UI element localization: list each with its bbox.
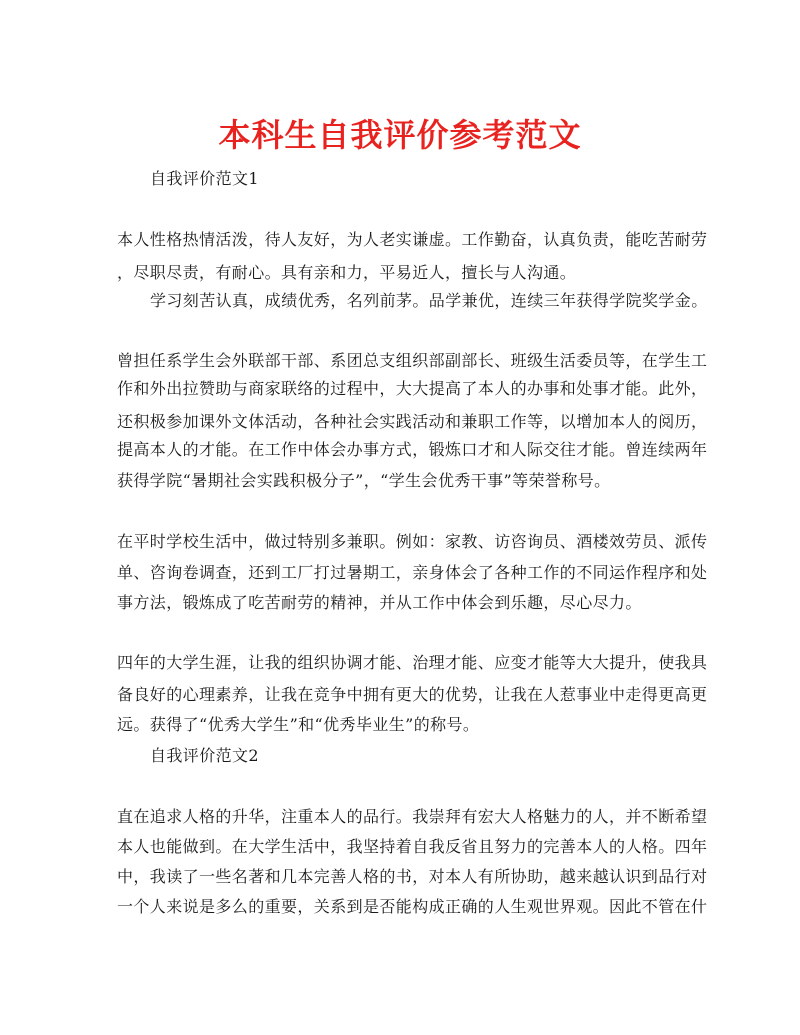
document-title: 本科生自我评价参考范文	[218, 116, 582, 154]
paragraph-line: 一个人来说是多么的重要，关系到是否能构成正确的人生观世界观。因此不管在什	[117, 897, 708, 916]
paragraph-line: 四年的大学生涯，让我的组织协调才能、治理才能、应变才能等大大提升，使我具	[117, 653, 708, 672]
paragraph-line: 还积极参加课外文体活动，各种社会实践活动和兼职工作等，以增加本人的阅历，	[117, 412, 708, 431]
paragraph-line: 备良好的心理素养，让我在竞争中拥有更大的优势，让我在人惹事业中走得更高更	[117, 685, 708, 704]
paragraph-line: 单、咨询卷调查，还到工厂打过暑期工，亲身体会了各种工作的不同运作程序和处	[117, 563, 708, 582]
section-heading-2: 自我评价范文2	[150, 746, 259, 765]
paragraph-line: 远。获得了“优秀大学生”和“优秀毕业生”的称号。	[117, 715, 480, 734]
paragraph-line: 中，我读了一些名著和几本完善人格的书，对本人有所协助，越来越认识到品行对	[117, 867, 708, 886]
paragraph-line: 本人性格热情活泼，待人友好，为人老实谦虚。工作勤奋，认真负责，能吃苦耐劳	[117, 230, 708, 249]
paragraph-line: 在平时学校生活中，做过特别多兼职。例如：家教、访咨询员、酒楼效劳员、派传	[117, 532, 708, 551]
paragraph-line: 本人也能做到。在大学生活中，我坚持着自我反省且努力的完善本人的人格。四年	[117, 837, 708, 856]
paragraph-line: 作和外出拉赞助与商家联络的过程中，大大提高了本人的办事和处事才能。此外，	[117, 379, 708, 398]
paragraph-line: 获得学院“暑期社会实践积极分子”，“学生会优秀干事”等荣誉称号。	[117, 471, 611, 490]
paragraph-line: 学习刻苦认真，成绩优秀，名列前茅。品学兼优，连续三年获得学院奖学金。	[150, 291, 708, 310]
section-heading-1: 自我评价范文1	[150, 169, 259, 188]
paragraph-line: 提高本人的才能。在工作中体会办事方式，锻炼口才和人际交往才能。曾连续两年	[117, 440, 708, 459]
paragraph-line: 曾担任系学生会外联部干部、系团总支组织部副部长、班级生活委员等，在学生工	[117, 351, 708, 370]
paragraph-line: 直在追求人格的升华，注重本人的品行。我崇拜有宏大人格魅力的人，并不断希望	[117, 807, 708, 826]
paragraph-line: ，尽职尽责，有耐心。具有亲和力，平易近人，擅长与人沟通。	[117, 263, 577, 282]
paragraph-line: 事方法，锻炼成了吃苦耐劳的精神，并从工作中体会到乐趣，尽心尽力。	[117, 593, 642, 612]
